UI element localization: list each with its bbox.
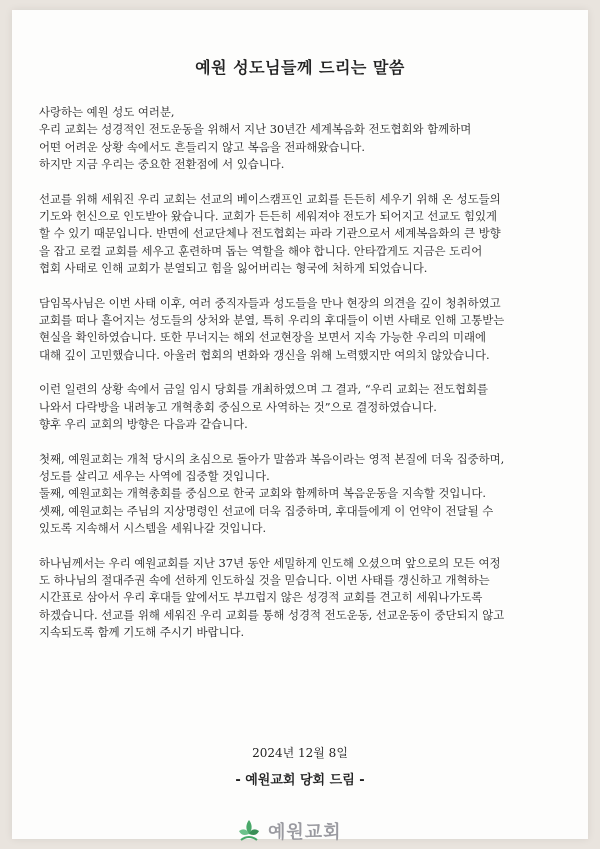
paragraph-line: 사랑하는 예원 성도 여러분, bbox=[39, 105, 175, 119]
letter-paragraph bbox=[39, 104, 569, 173]
paragraph-line: 나와서 다락방을 내려놓고 개혁총회 중심으로 사역하는 것”으로 결정하였습니다. bbox=[39, 399, 437, 414]
paragraph-line: 담임목사님은 이번 사태 이후, 여러 중직자들과 성도들을 만나 현장의 의견을 깊이 청취하였고 bbox=[39, 295, 501, 310]
church-logo-text: 예원교회 bbox=[268, 822, 342, 843]
church-logo bbox=[236, 816, 342, 846]
paragraph-line: 이런 일련의 상황 속에서 금일 임시 당회를 개최하였으며 그 결과, “우리 교회는 전도협회를 bbox=[39, 382, 489, 397]
paragraph-line: 시간표로 삼아서 우리 후대들 앞에서도 부끄럽지 않은 성경적 교회를 견고히 세워나가도록 bbox=[39, 590, 483, 605]
paragraph-line: 셋째, 예원교회는 주님의 지상명령인 선교에 더욱 집중하며, 후대들에게 이 언약이 전달될 수 bbox=[39, 503, 494, 518]
letter-paper bbox=[12, 10, 588, 843]
leaf-cross-icon bbox=[236, 818, 262, 844]
letter-date: 2024년 12월 8일 bbox=[252, 746, 348, 760]
letter-paragraph bbox=[39, 451, 569, 537]
letter-paragraph bbox=[39, 555, 569, 641]
paragraph-line: 기도와 헌신으로 인도받아 왔습니다. 교회가 든든히 세워져야 전도가 되어지고 선교도 힘있게 bbox=[39, 208, 497, 223]
paragraph-line: 할 수 있기 때문입니다. 반면에 선교단체나 전도협회는 파라 기관으로서 세계복음화의 큰 방향 bbox=[39, 226, 501, 241]
letter-paragraph bbox=[39, 191, 569, 277]
letter-paragraph bbox=[39, 295, 569, 364]
paragraph-line: 하지만 지금 우리는 중요한 전환점에 서 있습니다. bbox=[39, 156, 285, 171]
paragraph-line: 있도록 지속해서 시스템을 세워나갈 것입니다. bbox=[39, 520, 267, 535]
paragraph-line: 우리 교회는 성경적인 전도운동을 위해서 지난 30년간 세계복음화 전도협회와 함께하며 bbox=[39, 122, 472, 137]
letter-body bbox=[39, 104, 569, 659]
paragraph-line: 성도를 살리고 세우는 사역에 집중할 것입니다. bbox=[39, 469, 270, 484]
paragraph-line: 하겠습니다. 선교를 위해 세워진 우리 교회를 통해 성경적 전도운동, 선교운동이 중단되지 않고 bbox=[39, 607, 505, 622]
letter-paragraph bbox=[39, 381, 569, 433]
paragraph-line: 선교를 위해 세워진 우리 교회는 선교의 베이스캠프인 교회를 든든히 세우기 위해 온 성도들의 bbox=[39, 191, 501, 206]
paragraph-line: 협회 사태로 인해 교회가 분열되고 힘을 잃어버리는 형국에 처하게 되었습니다. bbox=[39, 260, 428, 275]
paragraph-line: 첫째, 예원교회는 개척 당시의 초심으로 돌아가 말씀과 복음이라는 영적 본질에 더욱 집중하며, bbox=[39, 451, 505, 466]
paragraph-line: 지속되도록 함께 기도해 주시기 바랍니다. bbox=[39, 624, 245, 639]
paragraph-line: 향후 우리 교회의 방향은 다음과 같습니다. bbox=[39, 416, 248, 431]
paragraph-line: 대해 깊이 고민했습니다. 아울러 협회의 변화와 갱신을 위해 노력했지만 여의치 않았습니다. bbox=[39, 347, 490, 362]
paragraph-line: 현실을 확인하였습니다. 또한 무너지는 해외 선교현장을 보면서 지속 가능한 우리의 미래에 bbox=[39, 330, 486, 345]
paragraph-line: 하나님께서는 우리 예원교회를 지난 37년 동안 세밀하게 인도해 오셨으며 앞으로의 모든 여정 bbox=[39, 555, 501, 570]
paragraph-line: 어떤 어려운 상황 속에서도 흔들리지 않고 복음을 전파해왔습니다. bbox=[39, 139, 366, 154]
paragraph-line: 을 잡고 로컬 교회를 세우고 훈련하며 돕는 역할을 해야 합니다. 안타깝게도 지금은 도리어 bbox=[39, 243, 483, 258]
paragraph-line: 둘째, 예원교회는 개혁총회를 중심으로 한국 교회와 함께하며 복음운동을 지속할 것입니다. bbox=[39, 486, 486, 501]
paragraph-line: 교회를 떠나 흩어지는 성도들의 상처와 분열, 특히 우리의 후대들이 이번 사태로 인해 고통받는 bbox=[39, 312, 505, 327]
letter-title: 예원 성도님들께 드리는 말씀 bbox=[195, 58, 405, 77]
paragraph-line: 도 하나님의 절대주권 속에 선하게 인도하실 것을 믿습니다. 이번 사태를 갱신하고 개혁하는 bbox=[39, 573, 490, 588]
letter-signature: - 예원교회 당회 드림 - bbox=[235, 773, 365, 788]
